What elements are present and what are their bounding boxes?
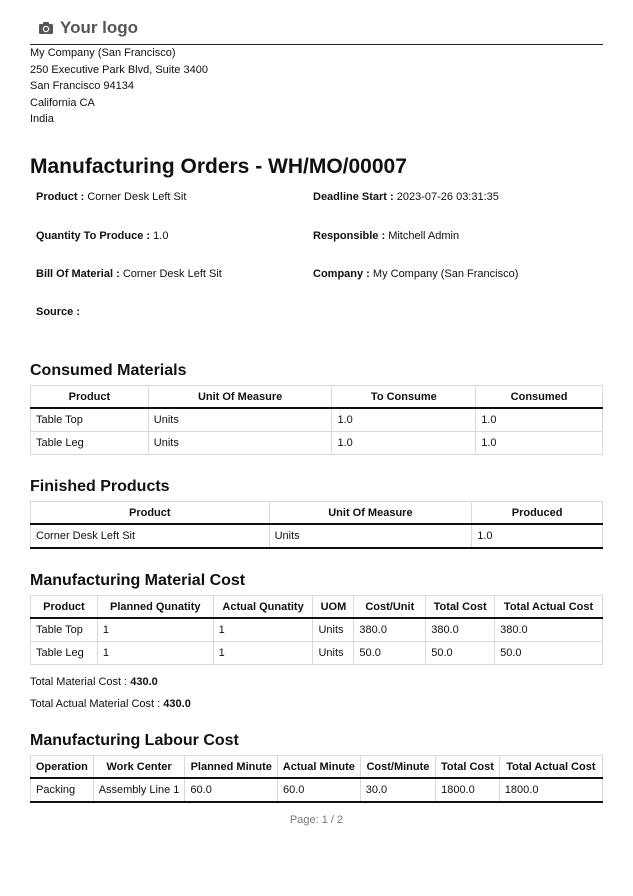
- field-source: [36, 306, 80, 318]
- section-title-material-cost: Manufacturing Material Cost: [30, 572, 246, 589]
- table-cell: Assembly Line 1: [93, 778, 185, 802]
- table-cell: 1.0: [332, 408, 476, 432]
- field-product: [36, 191, 186, 203]
- table-cell: Units: [313, 642, 354, 665]
- address-line: India: [30, 113, 54, 125]
- column-header: Product: [31, 386, 149, 409]
- labour-cost-table: [30, 755, 603, 803]
- table-cell: 1: [97, 618, 213, 642]
- table-cell: Packing: [31, 778, 94, 802]
- company-logo: [38, 18, 138, 38]
- column-header: Planned Minute: [185, 756, 278, 779]
- table-header-row: [31, 756, 603, 779]
- table-cell: 1.0: [472, 524, 603, 548]
- table-cell: 380.0: [495, 618, 603, 642]
- column-header: Operation: [31, 756, 94, 779]
- field-value: Corner Desk Left Sit: [122, 268, 222, 280]
- table-cell: 50.0: [495, 642, 603, 665]
- table-cell: 1.0: [476, 408, 603, 432]
- table-row: [31, 618, 603, 642]
- logo-text: Your logo: [60, 18, 139, 37]
- section-title-finished: Finished Products: [30, 478, 170, 495]
- table-cell: Table Top: [31, 618, 98, 642]
- field-value: Corner Desk Left Sit: [87, 191, 187, 203]
- address-line: 250 Executive Park Blvd, Suite 3400: [30, 63, 208, 76]
- table-cell: 1.0: [476, 432, 603, 455]
- column-header: Produced: [472, 502, 603, 525]
- column-header: Total Actual Cost: [495, 596, 603, 619]
- field-value: 2023-07-26 03:31:35: [396, 191, 499, 203]
- total-material-cost: [30, 676, 158, 688]
- total-value: 430.0: [130, 676, 158, 688]
- table-row: [31, 778, 603, 802]
- table-cell: 1800.0: [436, 778, 500, 802]
- section-title-labour-cost: Manufacturing Labour Cost: [30, 732, 239, 749]
- table-cell: Table Leg: [31, 642, 98, 665]
- column-header: To Consume: [332, 386, 476, 409]
- address-line: My Company (San Francisco): [30, 47, 176, 59]
- column-header: Planned Qunatity: [97, 596, 213, 619]
- field-label: Responsible :: [313, 230, 386, 242]
- column-header: Total Cost: [436, 756, 500, 779]
- table-row: [31, 408, 603, 432]
- field-bom: [36, 268, 222, 280]
- table-cell: Units: [148, 432, 332, 455]
- camera-icon: [38, 21, 54, 35]
- total-label: Total Material Cost :: [30, 676, 128, 688]
- column-header: Total Cost: [426, 596, 495, 619]
- table-header-row: [31, 386, 603, 409]
- column-header: Cost/Minute: [360, 756, 435, 779]
- field-label: Deadline Start :: [313, 191, 394, 203]
- field-label: Quantity To Produce :: [36, 230, 151, 242]
- table-cell: Units: [148, 408, 332, 432]
- table-cell: Table Top: [31, 408, 149, 432]
- column-header: Actual Minute: [278, 756, 361, 779]
- table-row: [31, 432, 603, 455]
- field-label: Product :: [36, 191, 85, 203]
- total-value: 430.0: [163, 698, 191, 710]
- table-row: [31, 642, 603, 665]
- column-header: Work Center: [93, 756, 185, 779]
- column-header: UOM: [313, 596, 354, 619]
- table-cell: 380.0: [354, 618, 426, 642]
- table-header-row: [31, 596, 603, 619]
- page-title: Manufacturing Orders - WH/MO/00007: [30, 155, 407, 178]
- table-cell: Units: [313, 618, 354, 642]
- material-cost-table: [30, 595, 603, 665]
- field-label: Company :: [313, 268, 370, 280]
- column-header: Total Actual Cost: [499, 756, 602, 779]
- table-cell: 380.0: [426, 618, 495, 642]
- table-cell: 50.0: [354, 642, 426, 665]
- company-address: [30, 45, 208, 128]
- table-cell: Table Leg: [31, 432, 149, 455]
- field-label: Source :: [36, 306, 81, 318]
- column-header: Consumed: [476, 386, 603, 409]
- column-header: Product: [31, 596, 98, 619]
- address-line: San Francisco 94134: [30, 80, 134, 92]
- field-value: Mitchell Admin: [388, 230, 460, 242]
- table-cell: Corner Desk Left Sit: [31, 524, 270, 548]
- table-cell: 1: [213, 642, 313, 665]
- table-cell: 60.0: [185, 778, 278, 802]
- table-row: [31, 524, 603, 548]
- field-quantity: [36, 230, 168, 242]
- column-header: Actual Qunatity: [213, 596, 313, 619]
- column-header: Unit Of Measure: [269, 502, 472, 525]
- table-cell: 1.0: [332, 432, 476, 455]
- field-value: My Company (San Francisco): [372, 268, 519, 280]
- table-cell: Units: [269, 524, 472, 548]
- field-company: [313, 268, 518, 280]
- table-cell: 30.0: [360, 778, 435, 802]
- field-label: Bill Of Material :: [36, 268, 120, 280]
- table-cell: 60.0: [278, 778, 361, 802]
- field-deadline: [313, 191, 499, 203]
- consumed-materials-table: [30, 385, 603, 455]
- logo-header: [30, 14, 603, 45]
- table-cell: 1800.0: [499, 778, 602, 802]
- table-cell: 1: [97, 642, 213, 665]
- total-actual-material-cost: [30, 698, 191, 710]
- page-number: Page: 1 / 2: [289, 814, 344, 826]
- total-label: Total Actual Material Cost :: [30, 698, 161, 710]
- field-responsible: [313, 230, 459, 242]
- column-header: Product: [31, 502, 270, 525]
- finished-products-table: [30, 501, 603, 549]
- address-line: California CA: [30, 96, 95, 109]
- column-header: Cost/Unit: [354, 596, 426, 619]
- table-cell: 1: [213, 618, 313, 642]
- table-cell: 50.0: [426, 642, 495, 665]
- field-value: 1.0: [153, 230, 169, 242]
- table-header-row: [31, 502, 603, 525]
- column-header: Unit Of Measure: [148, 386, 332, 409]
- section-title-consumed: Consumed Materials: [30, 362, 187, 379]
